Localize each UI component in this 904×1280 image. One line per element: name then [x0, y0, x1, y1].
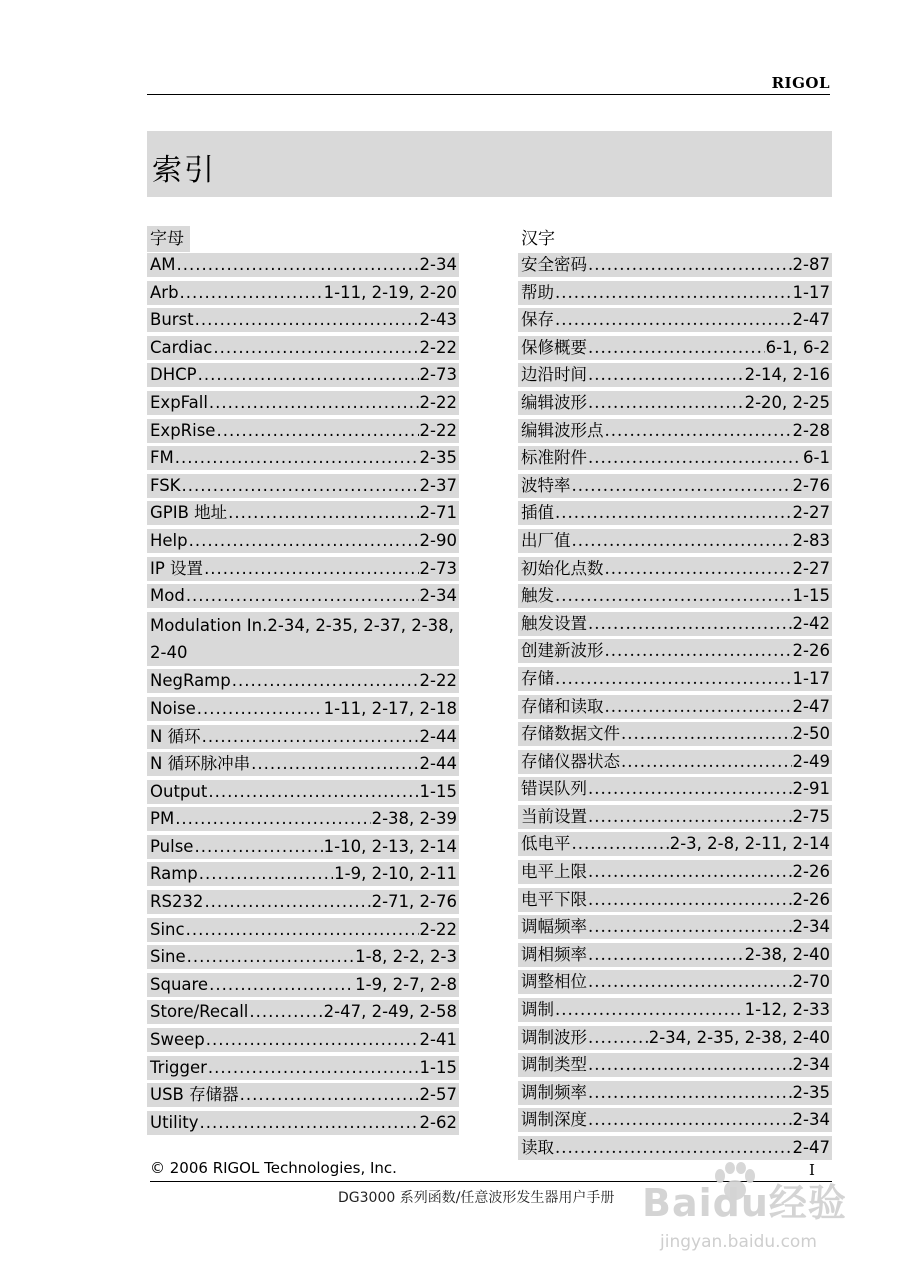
index-entry-term: 保存: [521, 310, 554, 330]
index-entry-page: 1-11, 2-17, 2-18: [323, 698, 457, 718]
index-entry-page: 6-1: [803, 448, 830, 468]
index-entry-term: Sine: [150, 947, 186, 967]
dot-leader: [195, 308, 419, 332]
index-entry: [147, 253, 459, 277]
index-entry-page: 2-35: [419, 448, 457, 468]
index-entry-term: 边沿时间: [521, 365, 587, 385]
index-entry-page: 2-22: [419, 392, 457, 412]
index-entry-term: USB 存储器: [150, 1085, 239, 1105]
dot-leader: [199, 862, 333, 886]
watermark-logo-text: Baidu经验: [642, 1181, 847, 1225]
dot-leader: [588, 1026, 648, 1050]
dot-leader: [555, 501, 792, 525]
page-title: 索引: [152, 153, 216, 188]
dot-leader: [572, 474, 792, 498]
index-entry: [147, 1111, 459, 1135]
index-entry-term: NegRamp: [150, 671, 231, 691]
index-entry-page: 2-38, 2-40: [744, 944, 830, 964]
index-entry-page: 2-47: [792, 696, 830, 716]
index-entry-page: 2-76: [792, 475, 830, 495]
dot-leader: [186, 918, 419, 942]
dot-leader: [605, 419, 792, 443]
index-entry-term: 插值: [521, 503, 554, 523]
index-entry-page: 2-22: [419, 337, 457, 357]
index-entry: [518, 363, 832, 387]
index-entry-page: 2-87: [792, 255, 830, 274]
index-entry-page: 2-42: [792, 613, 830, 633]
index-entry: [147, 835, 459, 859]
index-entry-page: 2-75: [792, 806, 830, 826]
index-entry-page: 2-27: [792, 558, 830, 578]
dot-leader: [588, 970, 792, 994]
index-entry: [147, 584, 459, 608]
dot-leader: [555, 584, 792, 608]
index-entry: [147, 669, 459, 693]
index-entry-page: 1-15: [792, 586, 830, 606]
index-entry-term: 标准附件: [521, 448, 587, 468]
index-entry-term: 电平下限: [521, 889, 587, 909]
index-entry-page: 2-90: [419, 530, 457, 550]
index-column-chinese: [518, 226, 832, 1164]
index-entry-term: FM: [150, 448, 174, 468]
index-entry-term: N 循环脉冲串: [150, 754, 251, 774]
index-entry: [147, 308, 459, 332]
index-entry-page: 2-41: [419, 1030, 457, 1050]
dot-leader: [588, 363, 744, 387]
dot-leader: [204, 557, 418, 581]
index-entry-page: 2-26: [792, 889, 830, 909]
index-entry: [147, 918, 459, 942]
index-entry-term: 出厂值: [521, 530, 571, 550]
index-entry: [147, 281, 459, 305]
index-entry-term: FSK: [150, 475, 181, 495]
index-entry-page: 2-44: [419, 754, 457, 774]
dot-leader: [209, 973, 354, 997]
index-entry-page: 2-34: [419, 586, 457, 606]
index-entry-term: 编辑波形: [521, 392, 587, 412]
footer-page-number: I: [809, 1161, 815, 1179]
index-entry-page: 2-43: [419, 310, 457, 330]
index-entry-page: 2-22: [419, 919, 457, 939]
index-entry-page: 1-15: [419, 1057, 457, 1077]
index-entry: [147, 752, 459, 776]
index-entry: [147, 1000, 459, 1024]
dot-leader: [175, 446, 419, 470]
dot-leader: [588, 391, 744, 415]
index-entry: [518, 1081, 832, 1105]
dot-leader: [588, 805, 792, 829]
title-band: [147, 131, 832, 197]
index-entry-page: 2-47: [792, 310, 830, 330]
dot-leader: [588, 1108, 792, 1132]
index-entry-term: 调制频率: [521, 1082, 587, 1102]
index-entry-term: 调制深度: [521, 1110, 587, 1130]
index-entry-term: Noise: [150, 698, 196, 718]
index-entry-term: 存储和读取: [521, 696, 604, 716]
index-entry-page: 6-1, 6-2: [765, 337, 830, 357]
dot-leader: [555, 308, 792, 332]
dot-leader: [588, 888, 792, 912]
dot-leader: [200, 1111, 419, 1135]
index-entry-term: Mod: [150, 586, 185, 606]
index-entry: [518, 970, 832, 994]
index-entry-page: 2-26: [792, 862, 830, 882]
dot-leader: [228, 501, 418, 525]
index-entry: [518, 998, 832, 1022]
index-entry-page: 2-49: [792, 751, 830, 771]
index-entry-term: 帮助: [521, 282, 554, 302]
index-entry: [147, 501, 459, 525]
index-entry: [518, 501, 832, 525]
dot-leader: [588, 915, 792, 939]
index-entry: [518, 584, 832, 608]
index-entry-term: Square: [150, 974, 209, 994]
dot-leader: [621, 722, 792, 746]
index-entry-page: 1-15: [419, 781, 457, 801]
index-list-latin: [147, 253, 459, 1135]
index-entry: [518, 639, 832, 663]
index-entry-page: 2-73: [419, 365, 457, 385]
dot-leader: [605, 695, 792, 719]
index-entry-page: 2-22: [419, 671, 457, 691]
index-entry-page: 2-28: [792, 420, 830, 440]
index-entry-page: 2-3, 2-8, 2-11, 2-14: [669, 834, 830, 854]
index-entry-term: 创建新波形: [521, 641, 604, 661]
index-entry: [147, 612, 459, 666]
index-entry-page: 2-83: [792, 530, 830, 550]
index-entry: [147, 973, 459, 997]
index-entry: [147, 807, 459, 831]
index-entry-term: Sweep: [150, 1030, 205, 1050]
column-heading-chinese: 汉字: [521, 229, 555, 249]
index-entry-term: 调制波形: [521, 1027, 587, 1047]
index-entry-page: 2-26: [792, 641, 830, 661]
dot-leader: [189, 529, 419, 553]
dot-leader: [588, 860, 792, 884]
index-entry-page: 1-10, 2-13, 2-14: [323, 836, 457, 856]
index-entry-term: PM: [150, 809, 175, 829]
dot-leader: [206, 1028, 419, 1052]
index-entry-term: 调幅频率: [521, 917, 587, 937]
index-entry: [147, 1028, 459, 1052]
dot-leader: [209, 391, 419, 415]
column-heading-latin: 字母: [147, 226, 190, 252]
index-entry-term: 电平上限: [521, 862, 587, 882]
index-entry-term: Modulation In.2-34, 2-35, 2-37, 2-38,: [150, 615, 454, 635]
brand-header: RIGOL: [771, 74, 830, 92]
baidu-watermark: [642, 1142, 848, 1270]
index-entry-term: Cardiac: [150, 337, 213, 357]
index-entry-term: Utility: [150, 1112, 199, 1132]
index-entry-term: 调相频率: [521, 944, 587, 964]
index-entry-page: 2-34: [792, 917, 830, 937]
index-entry-term: AM: [150, 255, 176, 274]
index-entry: [518, 336, 832, 360]
footer-manual-title: DG3000 系列函数/任意波形发生器用户手册: [338, 1190, 615, 1206]
index-entry: [518, 777, 832, 801]
dot-leader: [555, 667, 792, 691]
index-entry-page: 2-38, 2-39: [371, 809, 457, 829]
index-entry-page: 2-22: [419, 420, 457, 440]
index-entry-term: Trigger: [150, 1057, 207, 1077]
index-entry-page: 2-62: [419, 1112, 457, 1132]
dot-leader: [240, 1083, 419, 1107]
dot-leader: [555, 998, 744, 1022]
index-entry-term: 保修概要: [521, 337, 587, 357]
index-entry-term: GPIB 地址: [150, 503, 228, 523]
index-entry-term: 调整相位: [521, 972, 587, 992]
index-entry: [518, 253, 832, 277]
index-entry-term: Ramp: [150, 864, 198, 884]
index-entry-term: 存储: [521, 668, 554, 688]
index-entry: [518, 557, 832, 581]
index-entry-page: 2-73: [419, 558, 457, 578]
dot-leader: [213, 336, 418, 360]
index-entry: [147, 697, 459, 721]
dot-leader: [249, 1000, 322, 1024]
index-entry: [147, 780, 459, 804]
index-entry-page: 1-9, 2-10, 2-11: [334, 864, 457, 884]
index-entry-page: 2-50: [792, 724, 830, 744]
index-entry: [518, 446, 832, 470]
index-entry-page: 2-34: [792, 1055, 830, 1075]
index-entry-term: 调制类型: [521, 1055, 587, 1075]
index-entry: [147, 419, 459, 443]
index-entry: [147, 862, 459, 886]
dot-leader: [555, 281, 792, 305]
dot-leader: [208, 1056, 419, 1080]
index-entry-page: 2-71: [419, 503, 457, 523]
dot-leader: [605, 639, 792, 663]
index-entry: [518, 1053, 832, 1077]
index-entry-page: 2-35: [792, 1082, 830, 1102]
index-entry-page: 1-17: [792, 668, 830, 688]
index-entry-continuation: 2-40: [150, 642, 188, 662]
index-entry-term: Burst: [150, 310, 194, 330]
index-list-chinese: [518, 253, 832, 1160]
index-entry-page: 2-57: [419, 1085, 457, 1105]
index-entry-term: 编辑波形点: [521, 420, 604, 440]
index-entry-term: Pulse: [150, 836, 194, 856]
index-entry-page: 2-71, 2-76: [371, 892, 457, 912]
index-entry-term: IP 设置: [150, 558, 204, 578]
index-entry: [147, 890, 459, 914]
index-entry-page: 2-91: [792, 779, 830, 799]
watermark-url: jingyan.baidu.com: [660, 1232, 817, 1252]
index-entry: [518, 391, 832, 415]
index-entry: [518, 1026, 832, 1050]
index-entry: [518, 915, 832, 939]
dot-leader: [251, 752, 418, 776]
index-entry-page: 2-34: [792, 1110, 830, 1130]
index-entry-page: 2-70: [792, 972, 830, 992]
dot-leader: [175, 807, 370, 831]
index-entry: [518, 722, 832, 746]
dot-leader: [588, 612, 792, 636]
dot-leader: [182, 474, 419, 498]
index-entry: [518, 281, 832, 305]
dot-leader: [202, 725, 419, 749]
dot-leader: [605, 557, 792, 581]
index-entry: [518, 474, 832, 498]
index-column-latin: [147, 226, 459, 1138]
index-entry-term: DHCP: [150, 365, 197, 385]
index-entry: [147, 446, 459, 470]
dot-leader: [588, 1081, 792, 1105]
index-entry: [518, 529, 832, 553]
footer-copyright: © 2006 RIGOL Technologies, Inc.: [150, 1159, 397, 1177]
index-entry-term: ExpRise: [150, 420, 216, 440]
index-entry: [518, 695, 832, 719]
index-entry: [147, 363, 459, 387]
dot-leader: [572, 832, 669, 856]
dot-leader: [197, 697, 323, 721]
dot-leader: [588, 943, 744, 967]
index-entry: [518, 667, 832, 691]
index-entry-term: 存储数据文件: [521, 724, 620, 744]
index-entry: [518, 750, 832, 774]
index-entry-term: ExpFall: [150, 392, 208, 412]
index-entry: [518, 612, 832, 636]
index-entry-page: 2-20, 2-25: [744, 392, 830, 412]
dot-leader: [232, 669, 419, 693]
dot-leader: [588, 1053, 792, 1077]
index-entry-term: 当前设置: [521, 806, 587, 826]
dot-leader: [588, 446, 802, 470]
index-entry-term: Output: [150, 781, 208, 801]
dot-leader: [204, 890, 370, 914]
index-entry-page: 1-11, 2-19, 2-20: [323, 282, 457, 302]
index-entry-page: 2-47, 2-49, 2-58: [323, 1002, 457, 1022]
index-entry-page: 2-27: [792, 503, 830, 523]
dot-leader: [588, 253, 792, 277]
index-entry-term: 错误队列: [521, 779, 587, 799]
index-entry: [518, 943, 832, 967]
index-entry: [518, 308, 832, 332]
index-entry-term: 读取: [521, 1138, 554, 1157]
index-entry: [147, 557, 459, 581]
index-entry-page: 2-47: [792, 1138, 830, 1157]
dot-leader: [194, 835, 322, 859]
index-entry-page: 2-14, 2-16: [744, 365, 830, 385]
index-entry: [147, 336, 459, 360]
index-entry-page: 2-34: [419, 255, 457, 274]
index-entry-term: N 循环: [150, 726, 201, 746]
index-entry-page: 2-37: [419, 475, 457, 495]
index-entry-page: 1-12, 2-33: [744, 1000, 830, 1020]
dot-leader: [186, 584, 419, 608]
index-entry: [518, 888, 832, 912]
index-entry: [147, 391, 459, 415]
index-entry-page: 1-8, 2-2, 2-3: [355, 947, 457, 967]
index-entry-term: Help: [150, 530, 188, 550]
index-entry-term: 波特率: [521, 475, 571, 495]
index-entry-term: 调制: [521, 1000, 554, 1020]
index-entry-page: 1-17: [792, 282, 830, 302]
dot-leader: [572, 529, 792, 553]
dot-leader: [588, 336, 765, 360]
dot-leader: [177, 253, 419, 277]
index-entry: [518, 860, 832, 884]
index-entry: [147, 725, 459, 749]
index-entry: [147, 529, 459, 553]
index-entry-term: 安全密码: [521, 255, 587, 274]
dot-leader: [180, 281, 323, 305]
index-entry: [518, 419, 832, 443]
dot-leader: [208, 780, 418, 804]
index-entry-term: 初始化点数: [521, 558, 604, 578]
index-entry: [147, 474, 459, 498]
index-entry: [147, 945, 459, 969]
index-entry-term: 低电平: [521, 834, 571, 854]
dot-leader: [588, 777, 792, 801]
index-entry: [518, 805, 832, 829]
index-entry-page: 1-9, 2-7, 2-8: [355, 974, 457, 994]
index-entry: [147, 1083, 459, 1107]
dot-leader: [216, 419, 418, 443]
index-entry: [518, 832, 832, 856]
index-entry-term: Arb: [150, 282, 179, 302]
dot-leader: [198, 363, 419, 387]
index-entry-page: 2-34, 2-35, 2-38, 2-40: [648, 1027, 830, 1047]
dot-leader: [187, 945, 355, 969]
header-rule: [147, 94, 830, 95]
index-entry-term: Store/Recall: [150, 1002, 249, 1022]
index-entry-term: 存储仪器状态: [521, 751, 620, 771]
index-entry-page: 2-44: [419, 726, 457, 746]
index-entry-term: RS232: [150, 892, 204, 912]
dot-leader: [621, 750, 792, 774]
index-entry: [518, 1108, 832, 1132]
index-entry-term: 触发: [521, 586, 554, 606]
index-entry-term: 触发设置: [521, 613, 587, 633]
index-entry: [147, 1056, 459, 1080]
index-entry-term: Sinc: [150, 919, 185, 939]
